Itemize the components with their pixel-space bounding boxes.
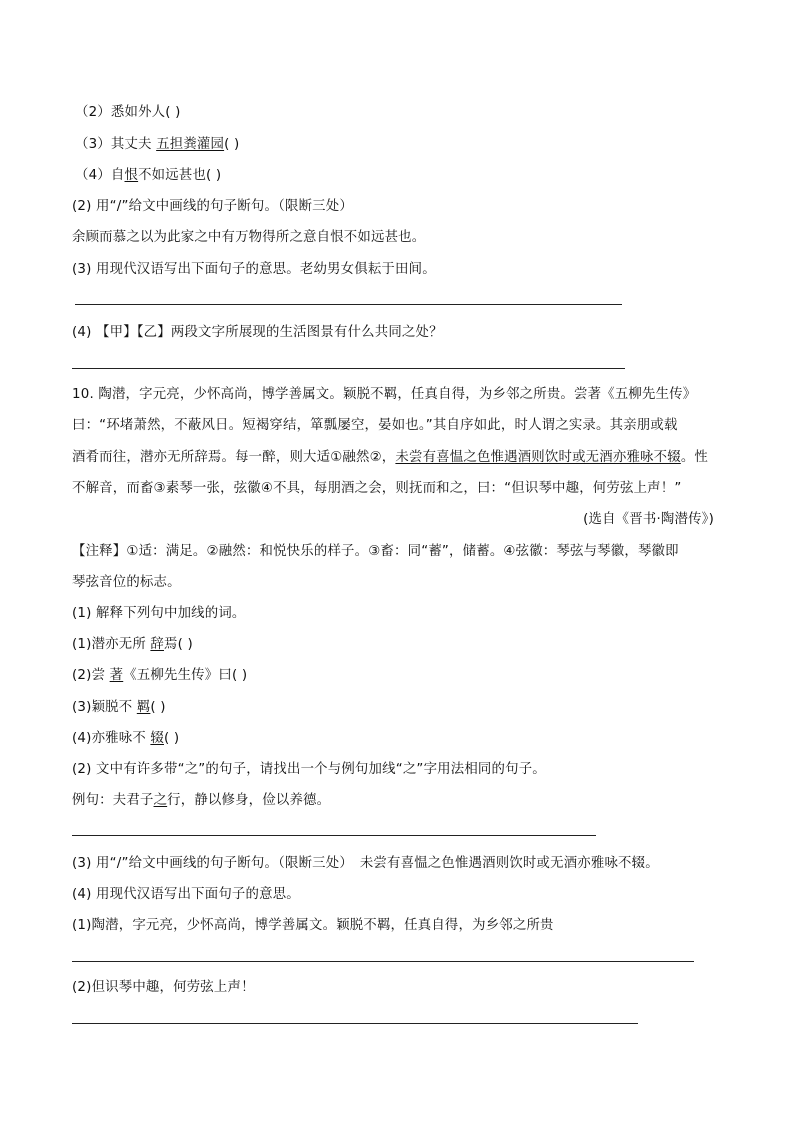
question-9-4: (4) 【甲】【乙】两段文字所展现的生活图景有什么共同之处？ [72,325,443,340]
passage-line-3-suffix: 。性 [680,450,708,465]
example-prefix: 例句：夫君子 [72,793,154,808]
q1c-underlined: 羁 [136,700,151,715]
q1d-underlined: 辍 [150,731,164,746]
q1b-underlined: 著 [109,668,124,683]
passage-underlined-sentence: 未尝有喜愠之色惟遇酒则饮时或无酒亦雅咏不辍 [395,450,681,465]
item-3-underlined: 五担粪灌园 [156,137,225,152]
question-10-4: (4) 用现代汉语写出下面句子的意思。 [72,887,300,902]
item-3 [75,136,239,154]
item-4-suffix: 不如远甚也( ) [138,168,222,183]
item-3-suffix: ( ) [224,137,240,152]
passage-line-3-prefix: 酒肴而往，潜亦无所辞焉。每一醉，则大适①融然②， [72,450,396,465]
notes-line-1: 【注释】①适：满足。②融然：和悦快乐的样子。③畜：同“蓄”，储蓄。④弦徽：琴弦与琴徽，琴徽即 [72,544,679,559]
passage-line-2: 曰：“环堵萧然，不蔽风日。短褐穿结，箪瓢屡空，晏如也。”其自序如此，时人谓之实录。其亲朋或载 [72,418,678,433]
item-4 [75,167,221,185]
answer-line[interactable] [72,368,625,369]
passage-line-4: 不解音，而畜③素琴一张，弦徽④不具，每朋酒之会，则抚而和之，曰：“但识琴中趣，何劳弦上声！” [72,481,682,496]
question-10-1: (1) 解释下列句中加线的词。 [72,606,246,621]
answer-line[interactable] [75,304,622,305]
question-10-1-b [72,667,247,685]
item-3-prefix: （3）其丈夫 [75,137,157,152]
answer-line[interactable] [72,961,694,962]
question-10-1-a [72,636,193,654]
item-2: （2）悉如外人( ) [75,105,181,120]
q1b-suffix: 《五柳先生传》曰( ) [123,668,248,683]
question-10-3: (3) 用“/”给文中画线的句子断句。（限断三处） 未尝有喜愠之色惟遇酒则饮时或无酒亦雅咏不辍。 [72,856,659,871]
question-9-2-sentence: 余顾而慕之以为此家之中有万物得所之意自恨不如远甚也。 [72,230,426,245]
question-10-2: (2) 文中有许多带“之”的句子，请找出一个与例句加线“之”字用法相同的句子。 [72,762,546,777]
notes-line-2: 琴弦音位的标志。 [72,575,181,590]
answer-line[interactable] [72,1023,638,1024]
item-4-underlined: 恨 [124,168,139,183]
question-9-3: (3) 用现代汉语写出下面句子的意思。老幼男女俱耘于田间。 [72,262,436,277]
q1c-prefix: (3)颖脱不 [72,700,137,715]
passage-line-3 [72,449,708,467]
passage-line-1: 10. 陶潜，字元亮，少怀高尚，博学善属文。颖脱不羁，任真自得，为乡邻之所贵。尝著《五柳先生传》 [72,387,697,402]
example-underlined: 之 [153,793,168,808]
example-sentence [72,792,330,810]
q1d-prefix: (4)亦雅咏不 [72,731,151,746]
passage-source: (选自《晋书·陶潜传》) [583,512,714,527]
question-9-2: (2) 用“/”给文中画线的句子断句。（限断三处） [72,199,353,214]
question-10-4-b: (2)但识琴中趣，何劳弦上声！ [72,980,255,995]
q1b-prefix: (2)尝 [72,668,110,683]
question-10-1-c [72,699,166,717]
question-10-1-d [72,730,179,748]
q1d-suffix: ( ) [163,731,180,746]
question-10-4-a: (1)陶潜，字元亮，少怀高尚，博学善属文。颖脱不羁，任真自得，为乡邻之所贵 [72,918,554,933]
q1a-suffix: 焉( ) [163,637,193,652]
item-4-prefix: （4）自 [75,168,125,183]
q1a-prefix: (1)潜亦无所 [72,637,151,652]
q1a-underlined: 辞 [150,637,164,652]
answer-line[interactable] [72,835,596,836]
q1c-suffix: ( ) [150,700,166,715]
example-suffix: 行，静以修身，俭以养德。 [167,793,331,808]
